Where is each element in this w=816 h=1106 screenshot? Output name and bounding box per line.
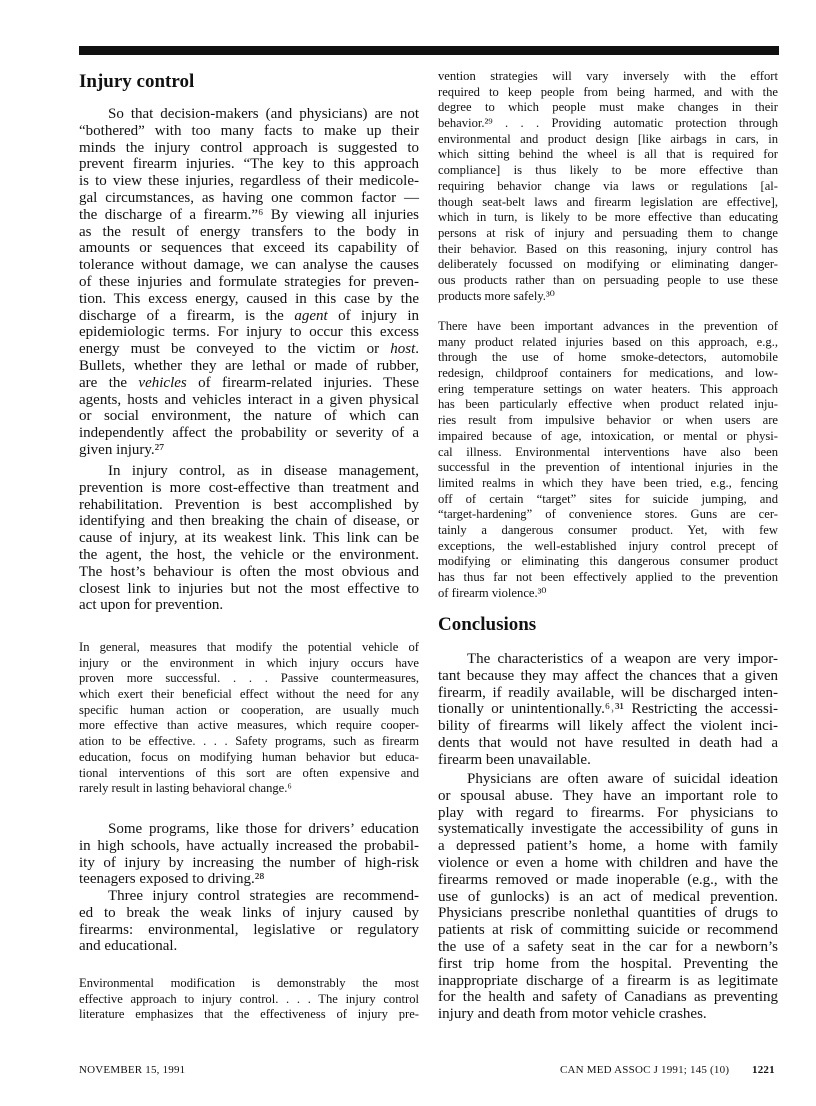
text-line: rarely result in lasting behavioral change.⁶ <box>79 781 292 796</box>
text-line: patients at risk of committing suicide or recommend <box>438 922 778 939</box>
text-line: which sitting behind the wheel is all that is required for <box>438 147 778 162</box>
text-line: as the result of energy transfers to the body in <box>79 223 419 240</box>
text-line: or spousal abuse. They have an important role to <box>438 787 778 804</box>
text-line: injury or the environment in which injury occurs have <box>79 655 419 670</box>
text-line: prevention is more cost-effective than treatment and <box>79 479 419 496</box>
text-line: prevent firearm injuries. “The key to this approach <box>79 156 419 173</box>
text-line: more effective than active measures, which require cooper- <box>79 718 419 733</box>
text-line: In injury control, as in disease management, <box>108 463 419 479</box>
text-line: the discharge of a firearm.”⁶ By viewing all injuries <box>79 206 419 223</box>
text-line: literature emphasizes that the effectiveness of injury pre- <box>79 1007 419 1022</box>
block-quote-continued <box>438 69 778 304</box>
block-quote <box>438 319 778 601</box>
text-line: deliberately focussed on modifying or eliminating danger- <box>438 257 778 272</box>
text-line: modifying or eliminating this dangerous consumer product <box>438 554 778 569</box>
text-line: required to keep people from being harmed, and with the <box>438 84 778 99</box>
text-line: though seat-belt laws and firearm legislation are effective], <box>438 194 778 209</box>
text-line: ering temperature settings on water heaters. This approach <box>438 381 778 396</box>
text-line: tant because they may affect the chances that a given <box>438 667 778 684</box>
text-line: firearms: environmental, legislative or regulatory <box>79 921 419 938</box>
paragraph <box>79 821 419 888</box>
text-line: and educational. <box>79 938 178 955</box>
text-line: cal illness. Environmental interventions have also been <box>438 444 778 459</box>
text-line: effective approach to injury control. . . . The injury control <box>79 991 419 1006</box>
footer-date: NOVEMBER 15, 1991 <box>79 1064 186 1076</box>
section-heading-injury-control: Injury control <box>79 71 195 92</box>
text-line: amounts or sequences that exceed its capability of <box>79 240 419 257</box>
text-line: Physicians prescribe nonlethal quantities of drugs to <box>438 905 778 922</box>
text-line: In general, measures that modify the potential vehicle of <box>79 640 419 654</box>
text-line: ation to be effective. . . . Safety programs, such as firearm <box>79 734 419 749</box>
text-line: vention strategies will vary inversely with the effort <box>438 69 778 83</box>
text-line: systematically investigate the accessibility of guns in <box>438 821 778 838</box>
text-line: firearms removed or made inoperable (e.g., with the <box>438 871 778 888</box>
text-line: has thus far not been effectively applied to the prevention <box>438 570 778 584</box>
text-line: dents that would not have resulted in death had a <box>438 734 778 751</box>
footer-citation: CAN MED ASSOC J 1991; 145 (10) <box>560 1064 730 1076</box>
text-line: tional interventions of this sort are often expensive and <box>79 765 419 780</box>
text-line: “bothered” with too many facts to make up their <box>79 122 419 139</box>
text-line: the use of a safety seat in the car for a newborn’s <box>438 938 778 955</box>
text-line: requiring behavior change via laws or regulations [al- <box>438 178 778 193</box>
text-line: rehabilitation. Prevention is best accomplished by <box>79 496 419 513</box>
text-line: ries result from impulsive behavior or when users are <box>438 413 778 428</box>
text-line: bility of firearms will likely affect the violent inci- <box>438 718 778 735</box>
text-line: through the use of home smoke-detectors, automobile <box>438 350 778 365</box>
text-line: which exert their beneficial effect without the need for any <box>79 687 419 702</box>
text-line: ous products rather than on persuading people to use these <box>438 272 778 287</box>
text-line: agents, hosts and vehicles interact in a given physical <box>79 391 419 408</box>
text-line: the agent, the host, the vehicle or the environment. <box>79 546 419 563</box>
text-line: teenagers exposed to driving.²⁸ <box>79 871 265 888</box>
text-line: tion. This excess energy, caused in this case by the <box>79 290 419 307</box>
text-line: act upon for prevention. <box>79 597 224 614</box>
paragraph <box>438 651 778 769</box>
text-line: Environmental modification is demonstrably the most <box>79 976 419 990</box>
top-rule <box>79 46 779 55</box>
block-quote <box>79 976 419 1023</box>
text-line: closest link to injuries but not the most effective to <box>79 580 419 597</box>
text-line: or social environment, the nature of which can <box>79 408 419 425</box>
block-quote <box>79 640 419 797</box>
text-line: tolerance without damage, we can analyse the causes <box>79 257 419 274</box>
text-line: degree to which people must make changes in their <box>438 100 778 115</box>
text-line: The host’s behaviour is often the most obvious and <box>79 563 419 580</box>
paragraph <box>438 771 778 1023</box>
text-line: discharge of a firearm, is the agent of injury in <box>79 307 419 324</box>
text-line: ed to break the weak links of injury caused by <box>79 904 419 921</box>
text-line: specific human action or cooperation, are usually much <box>79 702 419 717</box>
text-line: off of certain “target” sites for suicide jumping, and <box>438 491 778 506</box>
text-line: of firearm violence.³⁰ <box>438 585 547 600</box>
text-line: tionally or unintentionally.⁶˒³¹ Restricting the accessi- <box>438 701 778 718</box>
text-line: their behavior. Based on this reasoning, injury control has <box>438 241 778 256</box>
text-line: for the health and safety of Canadians as preventing <box>438 989 778 1006</box>
text-line: gal circumstances, as having one common factor — <box>79 189 419 206</box>
text-line: impaired because of age, intoxication, or mental or physi- <box>438 428 778 443</box>
text-line: environmental and product design [like airbags in cars, in <box>438 131 778 146</box>
text-line: injury and death from motor vehicle crashes. <box>438 1006 707 1023</box>
text-line: has been particularly effective when product related inju- <box>438 397 778 412</box>
text-line: is to view these injuries, regardless of their medicole- <box>79 173 419 190</box>
text-line: minds the injury control approach is suggested to <box>79 139 419 156</box>
text-line: So that decision-makers (and physicians) are not <box>108 106 419 122</box>
text-line: redesign, childproof containers for medications, and low- <box>438 366 778 381</box>
paragraph <box>79 106 419 459</box>
text-line: firearm been unavailable. <box>438 751 591 768</box>
paragraph <box>79 888 419 955</box>
text-line: exceptions, the well-established injury control precept of <box>438 538 778 553</box>
text-line: products more safely.³⁰ <box>438 288 555 303</box>
text-line: proven more successful. . . . Passive countermeasures, <box>79 671 419 686</box>
page-number: 1221 <box>752 1064 775 1076</box>
text-line: limited realms in which they have been tried, e.g., fencing <box>438 475 778 490</box>
text-line: “target-hardening” of convenience stores. Guns are cer- <box>438 507 778 522</box>
text-line: epidemiologic terms. For injury to occur this excess <box>79 324 419 341</box>
text-line: firearm, if readily available, will be discharged inten- <box>438 684 778 701</box>
text-line: education, focus on modifying human behavior but educa- <box>79 749 419 764</box>
text-line: independently affect the probability or severity of a <box>79 425 419 442</box>
text-line: in high schools, have actually increased the probabil- <box>79 837 419 854</box>
text-line: The characteristics of a weapon are very impor- <box>467 651 778 667</box>
text-line: tainly a dangerous consumer product. Yet, with few <box>438 522 778 537</box>
text-line: are the vehicles of firearm-related injuries. These <box>79 374 420 391</box>
text-line: identifying and then breaking the chain of disease, or <box>79 513 419 530</box>
text-line: inappropriate discharge of a firearm is as legitimate <box>438 972 778 989</box>
text-line: Physicians are often aware of suicidal ideation <box>467 771 778 787</box>
text-line: many product related injuries based on this approach, e.g., <box>438 334 778 349</box>
text-line: Some programs, like those for drivers’ education <box>108 821 419 837</box>
text-line: There have been important advances in the prevention of <box>438 319 778 333</box>
text-line: Bullets, whether they are lethal or made of rubber, <box>79 357 419 374</box>
text-line: Three injury control strategies are recommend- <box>108 888 419 904</box>
text-line: use of gunlocks) is an act of medical prevention. <box>438 888 778 905</box>
text-line: persons at risk of injury and persuading them to change <box>438 225 778 240</box>
text-line: which in turn, is likely to be more effective than educating <box>438 210 778 225</box>
text-line: successful in the prevention of intentional injuries in the <box>438 460 778 475</box>
text-line: cause of injury, at its weakest link. This link can be <box>79 530 419 547</box>
text-line: given injury.²⁷ <box>79 441 165 458</box>
text-line: ity of injury by increasing the number of high-risk <box>79 854 419 871</box>
text-line: of these injuries and formulate strategies for preven- <box>79 273 419 290</box>
text-line: a depressed patient’s home, a home with family <box>438 838 778 855</box>
text-line: energy must be conveyed to the victim or host. <box>79 341 419 358</box>
text-line: play with regard to firearms. For physicians to <box>438 804 778 821</box>
text-line: behavior.²⁹ . . . Providing automatic protection through <box>438 116 778 131</box>
text-line: violence or even a home with children and have the <box>438 854 778 871</box>
paragraph <box>79 463 419 614</box>
text-line: compliance] is thus likely to be more effective than <box>438 163 778 178</box>
section-heading-conclusions: Conclusions <box>438 614 537 635</box>
text-line: first trip home from the hospital. Preventing the <box>438 955 778 972</box>
